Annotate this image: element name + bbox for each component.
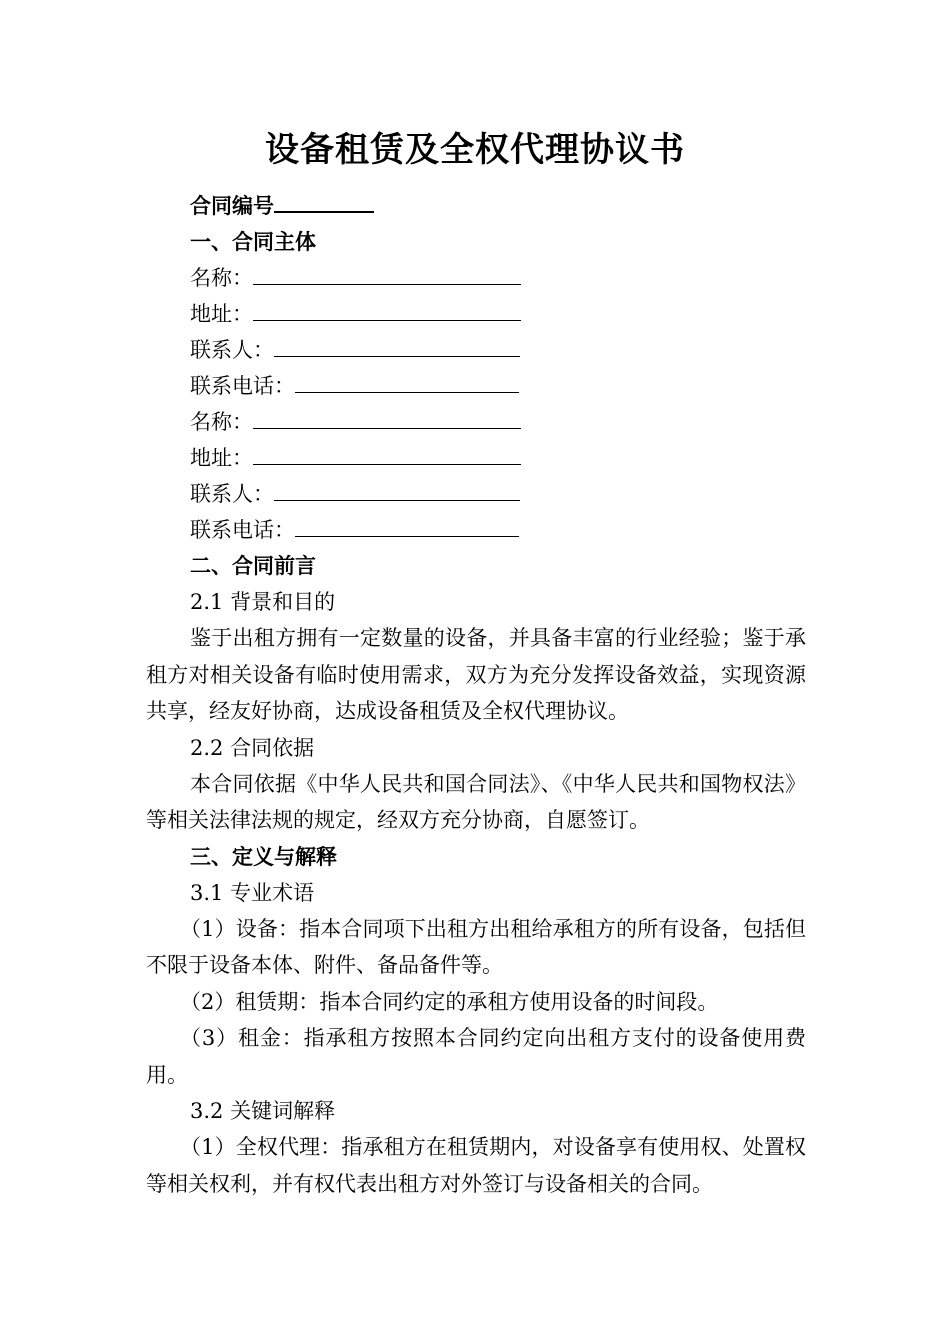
subsection-2-2-title: 2.2 合同依据: [190, 735, 315, 760]
field-blank: [274, 478, 520, 501]
field-label: 联系电话：: [190, 374, 295, 398]
party-b-name-row: [146, 404, 806, 440]
field-blank: [295, 514, 519, 537]
party-a-name-row: [146, 260, 806, 296]
field-blank: [295, 370, 519, 393]
section-3-heading: 三、定义与解释: [190, 843, 337, 869]
section-1-heading: 一、合同主体: [190, 229, 316, 254]
party-a-phone-row: [146, 368, 806, 404]
party-a-address-row: [146, 296, 806, 332]
field-label: 名称：: [190, 410, 253, 434]
contract-number-row: [146, 188, 806, 224]
section-2-heading: 二、合同前言: [190, 553, 316, 578]
field-blank: [253, 442, 521, 465]
field-label: 联系人：: [190, 338, 274, 362]
field-label: 联系电话：: [190, 518, 295, 542]
contract-number-label: 合同编号: [190, 193, 274, 218]
term-equipment: （1）设备：指本合同项下出租方出租给承租方的所有设备，包括但不限于设备本体、附件、备品备件等。: [146, 916, 806, 977]
contract-number-blank: [274, 189, 374, 213]
keyword-full-agency: （1）全权代理：指承租方在租赁期内，对设备享有使用权、处置权等相关权利，并有权代表出租方对外签订与设备相关的合同。: [146, 1135, 806, 1196]
field-label: 名称：: [190, 266, 253, 290]
field-blank: [253, 262, 521, 285]
party-a-contact-row: [146, 332, 806, 368]
subsection-3-1-title: 3.1 专业术语: [190, 880, 315, 905]
document-title: 设备租赁及全权代理协议书: [265, 130, 685, 170]
subsection-2-1-title: 2.1 背景和目的: [190, 590, 336, 614]
field-label: 联系人：: [190, 482, 274, 506]
field-blank: [253, 298, 521, 321]
term-lease-period: （2）租赁期：指本合同约定的承租方使用设备的时间段。: [180, 989, 719, 1014]
field-blank: [274, 334, 520, 357]
basis-paragraph: 本合同依据《中华人民共和国合同法》、《中华人民共和国物权法》等相关法律法规的规定，经双方充分协商，自愿签订。: [146, 771, 806, 832]
term-rent: （3）租金：指承租方按照本合同约定向出租方支付的设备使用费用。: [146, 1026, 806, 1087]
document-body: [146, 188, 806, 1202]
field-label: 地址：: [190, 302, 253, 326]
party-b-phone-row: [146, 512, 806, 548]
party-b-address-row: [146, 440, 806, 476]
background-paragraph: 鉴于出租方拥有一定数量的设备，并具备丰富的行业经验；鉴于承租方对相关设备有临时使用需求，双方为充分发挥设备效益，实现资源共享，经友好协商，达成设备租赁及全权代理协议。: [146, 626, 806, 723]
subsection-3-2-title: 3.2 关键词解释: [190, 1099, 336, 1123]
party-b-contact-row: [146, 476, 806, 512]
field-label: 地址：: [190, 446, 253, 470]
field-blank: [253, 406, 521, 429]
